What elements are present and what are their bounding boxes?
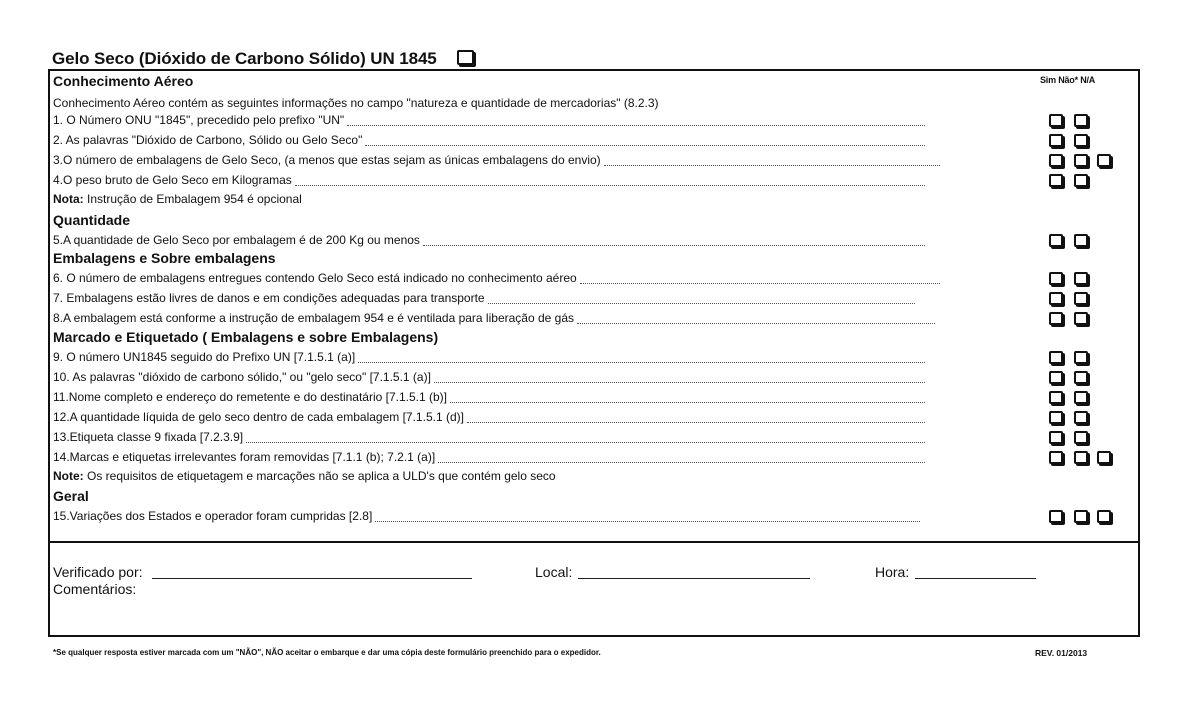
checkbox-nao[interactable] bbox=[1074, 431, 1088, 444]
checklist-item-text: 7. Embalagens estão livres de danos e em condições adequadas para transporte bbox=[53, 291, 485, 305]
checklist-item bbox=[53, 311, 1133, 327]
note-instrucao bbox=[53, 192, 302, 206]
checkbox-na[interactable] bbox=[1097, 451, 1111, 464]
note-label: Nota: bbox=[53, 192, 84, 206]
intro-text: Conhecimento Aéreo contém as seguintes informações no campo "natureza e quantidade de mercadorias" (8.2.3) bbox=[53, 96, 659, 110]
verified-by-label: Verificado por: bbox=[53, 564, 143, 580]
section-title-geral: Geral bbox=[53, 488, 89, 504]
checkbox-nao[interactable] bbox=[1074, 114, 1088, 127]
checklist-item-text: 8.A embalagem está conforme a instrução de embalagem 954 e é ventilada para liberação de gás bbox=[53, 311, 574, 325]
section-title-quantidade: Quantidade bbox=[53, 212, 131, 228]
title-checkbox[interactable] bbox=[457, 50, 474, 65]
checkbox-nao[interactable] bbox=[1074, 154, 1088, 167]
checklist-item bbox=[53, 450, 1133, 466]
checkbox-sim[interactable] bbox=[1049, 510, 1063, 523]
checkbox-nao[interactable] bbox=[1074, 351, 1088, 364]
checkbox-sim[interactable] bbox=[1049, 272, 1063, 285]
local-label: Local: bbox=[535, 564, 573, 580]
checkbox-nao[interactable] bbox=[1074, 371, 1088, 384]
checkbox-sim[interactable] bbox=[1049, 174, 1063, 187]
checklist-item bbox=[53, 410, 1133, 426]
checkbox-sim[interactable] bbox=[1049, 114, 1063, 127]
checklist-item-text: 12.A quantidade líquida de gelo seco dentro de cada embalagem [7.1.5.1 (d)] bbox=[53, 410, 464, 424]
checklist-item bbox=[53, 350, 1133, 366]
checkbox-nao[interactable] bbox=[1074, 272, 1088, 285]
checkbox-sim[interactable] bbox=[1049, 351, 1063, 364]
dotted-leader bbox=[580, 283, 940, 284]
form-title-row bbox=[52, 49, 474, 69]
checklist-item-text: 4.O peso bruto de Gelo Seco em Kilogramas bbox=[53, 173, 292, 187]
checklist-item bbox=[53, 173, 1133, 189]
checkbox-nao[interactable] bbox=[1074, 510, 1088, 523]
checklist-item bbox=[53, 509, 1133, 525]
checklist-item-text: 13.Etiqueta classe 9 fixada [7.2.3.9] bbox=[53, 430, 244, 444]
dotted-leader bbox=[604, 165, 940, 166]
section-title-conhecimento: Conhecimento Aéreo bbox=[53, 73, 194, 89]
checklist-item-text: 3.O número de embalagens de Gelo Seco, (a menos que estas sejam as únicas embalagens do envio) bbox=[53, 153, 601, 167]
checklist-item bbox=[53, 113, 1133, 129]
checkbox-sim[interactable] bbox=[1049, 411, 1063, 424]
checklist-item bbox=[53, 370, 1133, 386]
dotted-leader bbox=[375, 521, 920, 522]
checkbox-sim[interactable] bbox=[1049, 154, 1063, 167]
dotted-leader bbox=[438, 462, 925, 463]
answer-columns-header: Sim Não* N/A bbox=[1040, 75, 1096, 85]
footer-divider bbox=[48, 541, 1140, 543]
checkbox-nao[interactable] bbox=[1074, 292, 1088, 305]
checkbox-nao[interactable] bbox=[1074, 451, 1088, 464]
checklist-item bbox=[53, 133, 1133, 149]
checkbox-sim[interactable] bbox=[1049, 371, 1063, 384]
checklist-item bbox=[53, 430, 1133, 446]
checkbox-sim[interactable] bbox=[1049, 431, 1063, 444]
checklist-item bbox=[53, 390, 1133, 406]
dotted-leader bbox=[358, 362, 925, 363]
checkbox-sim[interactable] bbox=[1049, 292, 1063, 305]
dotted-leader bbox=[488, 303, 915, 304]
checkbox-sim[interactable] bbox=[1049, 451, 1063, 464]
checklist-item-text: 14.Marcas e etiquetas irrelevantes foram removidas [7.1.1 (b); 7.2.1 (a)] bbox=[53, 450, 436, 464]
local-field[interactable] bbox=[578, 578, 810, 579]
checkbox-sim[interactable] bbox=[1049, 391, 1063, 404]
checklist-item-text: 2. As palavras "Dióxido de Carbono, Sólido ou Gelo Seco" bbox=[53, 133, 363, 147]
dotted-leader bbox=[246, 442, 925, 443]
checkbox-sim[interactable] bbox=[1049, 312, 1063, 325]
checklist-item-text: 11.Nome completo e endereço do remetente e do destinatário [7.1.5.1 (b)] bbox=[53, 390, 448, 404]
checklist-item-text: 10. As palavras "dióxido de carbono sólido," ou "gelo seco" [7.1.5.1 (a)] bbox=[53, 370, 431, 384]
checklist-item-text: 5.A quantidade de Gelo Seco por embalagem é de 200 Kg ou menos bbox=[53, 233, 420, 247]
dotted-leader bbox=[434, 382, 925, 383]
dotted-leader bbox=[450, 402, 925, 403]
comments-label: Comentários: bbox=[53, 581, 137, 597]
section-title-embalagens: Embalagens e Sobre embalagens bbox=[53, 250, 276, 266]
hora-field[interactable] bbox=[915, 578, 1036, 579]
checklist-item bbox=[53, 291, 1133, 307]
dotted-leader bbox=[365, 145, 925, 146]
note-uld bbox=[53, 469, 556, 483]
form-title: Gelo Seco (Dióxido de Carbono Sólido) UN 1845 bbox=[52, 49, 437, 68]
dotted-leader bbox=[467, 422, 925, 423]
note-text: Os requisitos de etiquetagem e marcações não se aplica a ULD's que contém gelo seco bbox=[83, 469, 556, 483]
note-label: Note: bbox=[53, 469, 84, 483]
dotted-leader bbox=[295, 185, 925, 186]
checkbox-na[interactable] bbox=[1097, 154, 1111, 167]
checklist-item-text: 1. O Número ONU "1845", precedido pelo prefixo "UN" bbox=[53, 113, 345, 127]
checkbox-sim[interactable] bbox=[1049, 234, 1063, 247]
note-text: Instrução de Embalagem 954 é opcional bbox=[83, 192, 302, 206]
checkbox-nao[interactable] bbox=[1074, 134, 1088, 147]
revision-label: REV. 01/2013 bbox=[1035, 648, 1088, 658]
section-title-marcado: Marcado e Etiquetado ( Embalagens e sobre Embalagens) bbox=[53, 329, 439, 345]
dotted-leader bbox=[423, 245, 925, 246]
dotted-leader bbox=[577, 323, 935, 324]
dotted-leader bbox=[347, 125, 925, 126]
verified-by-field[interactable] bbox=[152, 578, 472, 579]
checkbox-nao[interactable] bbox=[1074, 174, 1088, 187]
checklist-item-text: 6. O número de embalagens entregues contendo Gelo Seco está indicado no conhecimento aéreo bbox=[53, 271, 577, 285]
hora-label: Hora: bbox=[875, 564, 910, 580]
checklist-item bbox=[53, 233, 1133, 249]
checklist-item-text: 15.Variações dos Estados e operador foram cumpridas [2.8] bbox=[53, 509, 373, 523]
checklist-item bbox=[53, 271, 1133, 287]
checkbox-nao[interactable] bbox=[1074, 312, 1088, 325]
checkbox-nao[interactable] bbox=[1074, 234, 1088, 247]
checklist-item-text: 9. O número UN1845 seguido do Prefixo UN [7.1.5.1 (a)] bbox=[53, 350, 356, 364]
disclaimer-text: *Se qualquer resposta estiver marcada com um "NÃO", NÃO aceitar o embarque e dar uma cópia deste formulário preenchido para o expedidor. bbox=[53, 648, 601, 657]
checkbox-na[interactable] bbox=[1097, 510, 1111, 523]
checklist-item bbox=[53, 153, 1133, 169]
checkbox-sim[interactable] bbox=[1049, 134, 1063, 147]
checkbox-nao[interactable] bbox=[1074, 391, 1088, 404]
checkbox-nao[interactable] bbox=[1074, 411, 1088, 424]
